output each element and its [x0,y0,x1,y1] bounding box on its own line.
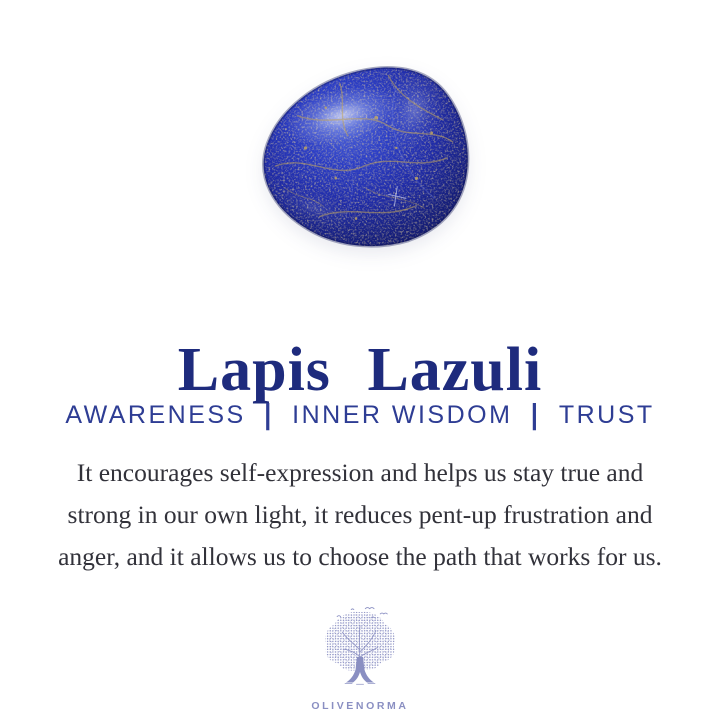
brand-logo [0,606,720,712]
lapis-lazuli-stone-photo [245,57,475,251]
crystal-title: Lapis Lazuli [177,335,543,404]
tree-of-life-icon [316,606,404,694]
trait-trust: TRUST [558,401,655,429]
trait-awareness: AWARENESS [65,401,246,429]
crystal-description [0,452,720,578]
separator-bar: | [264,398,274,432]
description-line-3: anger, and it allows us to choose the path that works for us. [58,542,662,571]
trait-inner-wisdom: INNER WISDOM [292,401,513,429]
description-line-1: It encourages self-expression and helps us stay true and [76,458,644,487]
description-line-2: strong in our own light, it reduces pent-up frustration and [67,500,653,529]
brand-name: OLIVENORMA [311,700,409,712]
stone-illustration [245,57,475,251]
separator-bar: | [530,398,541,432]
traits-row [0,399,720,431]
